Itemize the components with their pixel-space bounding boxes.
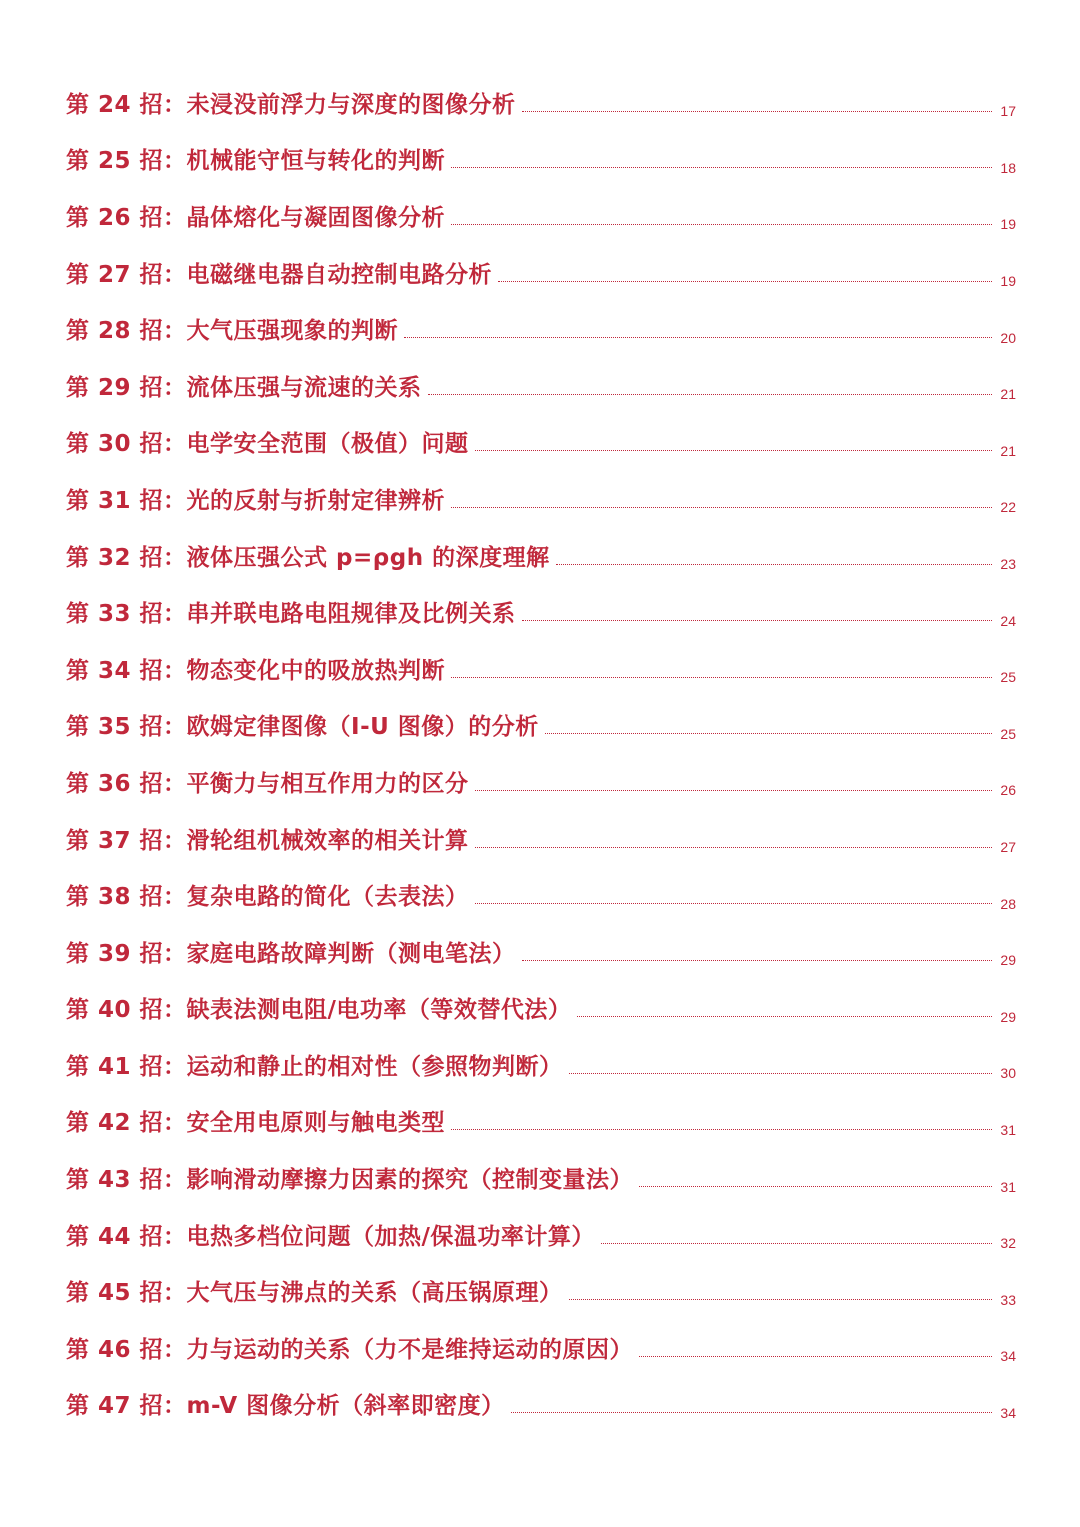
toc-entry-page-number: 19 xyxy=(1000,273,1016,290)
toc-dot-leader xyxy=(475,790,992,791)
toc-entry-page-number: 20 xyxy=(1000,329,1016,346)
toc-entry-page-number: 18 xyxy=(1000,159,1016,176)
toc-entry-title: 第 31 招：光的反射与折射定律辨析 xyxy=(66,487,446,514)
toc-dot-leader xyxy=(569,1073,992,1074)
toc-dot-leader xyxy=(577,1016,992,1017)
toc-entry[interactable] xyxy=(66,1319,1016,1376)
toc-entry[interactable] xyxy=(66,697,1016,754)
toc-entry[interactable] xyxy=(66,300,1016,357)
toc-entry-page-number: 29 xyxy=(1000,1008,1016,1025)
toc-entry-page-number: 25 xyxy=(1000,669,1016,686)
toc-entry[interactable] xyxy=(66,1206,1016,1263)
toc-dot-leader xyxy=(522,620,992,621)
toc-dot-leader xyxy=(451,507,992,508)
toc-entry-title: 第 34 招：物态变化中的吸放热判断 xyxy=(66,657,446,684)
toc-entry[interactable] xyxy=(66,640,1016,697)
toc-entry-page-number: 17 xyxy=(1000,103,1016,120)
toc-entry-page-number: 31 xyxy=(1000,1178,1016,1195)
toc-entry-title: 第 35 招：欧姆定律图像（I-U 图像）的分析 xyxy=(66,714,539,741)
toc-entry-page-number: 28 xyxy=(1000,895,1016,912)
toc-dot-leader xyxy=(511,1412,992,1413)
toc-dot-leader xyxy=(428,394,992,395)
toc-entry-page-number: 34 xyxy=(1000,1348,1016,1365)
toc-entry[interactable] xyxy=(66,923,1016,980)
toc-entry[interactable] xyxy=(66,1149,1016,1206)
toc-entry-page-number: 31 xyxy=(1000,1121,1016,1138)
toc-entry-page-number: 26 xyxy=(1000,782,1016,799)
toc-dot-leader xyxy=(569,1299,992,1300)
toc-dot-leader xyxy=(639,1186,992,1187)
toc-dot-leader xyxy=(451,167,992,168)
toc-dot-leader xyxy=(522,111,992,112)
toc-entry[interactable] xyxy=(66,753,1016,810)
toc-entry-title: 第 33 招：串并联电路电阻规律及比例关系 xyxy=(66,601,516,628)
toc-dot-leader xyxy=(545,733,992,734)
toc-entry[interactable] xyxy=(66,414,1016,471)
toc-entry-title: 第 29 招：流体压强与流速的关系 xyxy=(66,374,422,401)
table-of-contents xyxy=(66,74,1016,1432)
toc-entry[interactable] xyxy=(66,357,1016,414)
toc-entry-page-number: 33 xyxy=(1000,1291,1016,1308)
toc-dot-leader xyxy=(556,564,992,565)
toc-dot-leader xyxy=(639,1356,992,1357)
toc-entry[interactable] xyxy=(66,1376,1016,1433)
toc-entry-title: 第 37 招：滑轮组机械效率的相关计算 xyxy=(66,827,469,854)
toc-entry-title: 第 45 招：大气压与沸点的关系（高压锅原理） xyxy=(66,1280,563,1307)
toc-entry-page-number: 32 xyxy=(1000,1235,1016,1252)
toc-entry-page-number: 27 xyxy=(1000,839,1016,856)
toc-entry-page-number: 24 xyxy=(1000,612,1016,629)
toc-entry-title: 第 27 招：电磁继电器自动控制电路分析 xyxy=(66,261,493,288)
toc-entry-title: 第 26 招：晶体熔化与凝固图像分析 xyxy=(66,204,446,231)
toc-dot-leader xyxy=(451,1129,992,1130)
toc-entry-title: 第 32 招：液体压强公式 p=ρgh 的深度理解 xyxy=(66,544,550,571)
toc-entry[interactable] xyxy=(66,74,1016,131)
toc-entry-title: 第 38 招：复杂电路的简化（去表法） xyxy=(66,884,469,911)
toc-entry-page-number: 29 xyxy=(1000,952,1016,969)
toc-dot-leader xyxy=(475,847,992,848)
toc-dot-leader xyxy=(475,903,992,904)
toc-entry-page-number: 34 xyxy=(1000,1404,1016,1421)
toc-entry[interactable] xyxy=(66,244,1016,301)
toc-entry-title: 第 47 招：m-V 图像分析（斜率即密度） xyxy=(66,1393,505,1420)
toc-entry[interactable] xyxy=(66,527,1016,584)
toc-entry[interactable] xyxy=(66,980,1016,1037)
toc-entry[interactable] xyxy=(66,131,1016,188)
toc-entry-title: 第 39 招：家庭电路故障判断（测电笔法） xyxy=(66,940,516,967)
toc-entry-title: 第 36 招：平衡力与相互作用力的区分 xyxy=(66,770,469,797)
toc-entry-title: 第 41 招：运动和静止的相对性（参照物判断） xyxy=(66,1053,563,1080)
toc-dot-leader xyxy=(475,450,992,451)
toc-entry-title: 第 30 招：电学安全范围（极值）问题 xyxy=(66,431,469,458)
toc-entry-title: 第 25 招：机械能守恒与转化的判断 xyxy=(66,148,446,175)
toc-entry[interactable] xyxy=(66,1093,1016,1150)
toc-entry[interactable] xyxy=(66,187,1016,244)
toc-entry[interactable] xyxy=(66,1262,1016,1319)
toc-entry[interactable] xyxy=(66,470,1016,527)
toc-dot-leader xyxy=(404,337,992,338)
toc-dot-leader xyxy=(451,224,992,225)
toc-dot-leader xyxy=(451,677,992,678)
toc-entry-page-number: 30 xyxy=(1000,1065,1016,1082)
toc-dot-leader xyxy=(601,1243,992,1244)
toc-entry-title: 第 28 招：大气压强现象的判断 xyxy=(66,318,399,345)
toc-dot-leader xyxy=(498,281,992,282)
toc-dot-leader xyxy=(522,960,992,961)
toc-entry[interactable] xyxy=(66,810,1016,867)
toc-entry-page-number: 21 xyxy=(1000,442,1016,459)
toc-entry-title: 第 42 招：安全用电原则与触电类型 xyxy=(66,1110,446,1137)
toc-entry-title: 第 43 招：影响滑动摩擦力因素的探究（控制变量法） xyxy=(66,1167,634,1194)
toc-entry-page-number: 22 xyxy=(1000,499,1016,516)
toc-entry-title: 第 46 招：力与运动的关系（力不是维持运动的原因） xyxy=(66,1336,634,1363)
toc-entry[interactable] xyxy=(66,866,1016,923)
toc-entry-title: 第 24 招：未浸没前浮力与深度的图像分析 xyxy=(66,91,516,118)
toc-entry-page-number: 23 xyxy=(1000,556,1016,573)
toc-entry-title: 第 44 招：电热多档位问题（加热/保温功率计算） xyxy=(66,1223,595,1250)
toc-entry-page-number: 19 xyxy=(1000,216,1016,233)
toc-entry-page-number: 21 xyxy=(1000,386,1016,403)
toc-entry[interactable] xyxy=(66,583,1016,640)
toc-entry-title: 第 40 招：缺表法测电阻/电功率（等效替代法） xyxy=(66,997,572,1024)
toc-entry[interactable] xyxy=(66,1036,1016,1093)
toc-entry-page-number: 25 xyxy=(1000,725,1016,742)
